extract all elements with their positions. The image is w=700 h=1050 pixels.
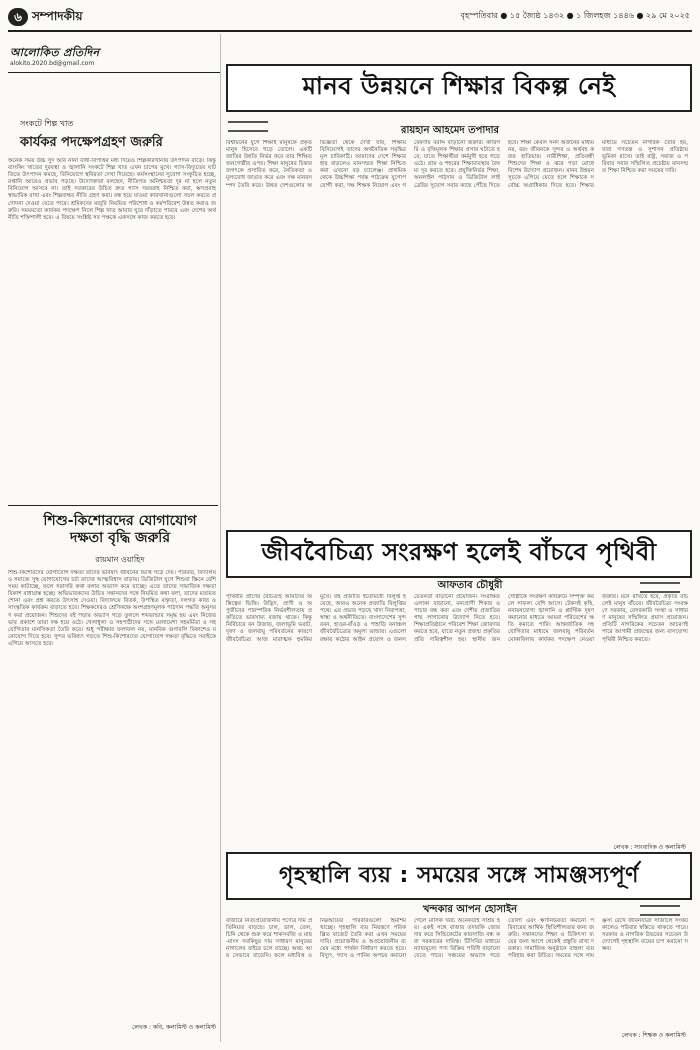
section-title: সম্পাদকীয় [32,9,83,23]
dateline: বৃহস্পতিবার ● ১৫ জ্যৈষ্ঠ ১৪৩২ ● ১ জিলহজ ১৪৪৬ ● ২৯ মে ২০২৫ [460,11,690,20]
lower-side-title: শিশু-কিশোরদের যোগাযোগ দক্ষতা বৃদ্ধি জরুরি [43,513,197,546]
masthead-email[interactable]: alokito.2020.bd@gmail.com [10,60,95,67]
article-3-headline: গৃহস্থালি ব্যয় : সময়ের সঙ্গে সামঞ্জস্যপূর্ণ [226,852,692,900]
editorial-body: অনেক সময় উচ্চ সুদ আর নানা বাধা-বিপত্তির মধ্য দিয়েও শিল্পকারখানায় উৎপাদন বাড়ে। কিন্তু ব্যাংকিং খাতের দুরবস্থা ও জ্বালানি সংকটে শিল্প খাত এখন চাপের মুখে। গ্যাস-বিদ্যুতের ঘাটতিতে উৎপাদন কমছে, বিনিয়োগে স্থবিরতা দেখা দিয়েছে। কর্মসংস্থানের সুযোগ সংকুচিত হচ্ছে, রপ্তানি আয়েও প্রভাব পড়ছে। উদ্যোক্তারা বলছেন, নীতিগত অনিশ্চয়তা দূর না হলে নতুন বিনিয়োগ আসবে না। তাই সরকারের উচিত দ্রুত গ্যাস সরবরাহ নিশ্চিত করা, ঋণপ্রবাহ স্বাভাবিক রাখা এবং শিল্পবান্ধব নীতি গ্রহণ করা। বন্ধ হয়ে যাওয়া কারখানাগুলো সচল করতে প্রণোদনা দেওয়া যেতে পারে। শ্রমিকদের মজুরি নিয়মিত পরিশোধ ও কর্মপরিবেশ উন্নত করাও জরুরি। সময়মতো কার্যকর পদক্ষেপ নিলে শিল্প খাত আবার ঘুরে দাঁড়াতে পারবে এবং দেশের অর্থনীতি শক্তিশালী হবে। এ বিষয়ে সংশ্লিষ্ট সব পক্ষকে একসঙ্গে কাজ করতে হবে। [8,158,216,221]
side-divider [8,505,218,506]
article-2-writer: লেখক : সাংবাদিক ও কলামিস্ট [613,844,686,851]
editorial-title: কার্যকর পদক্ষেপগ্রহণ জরুরি [20,135,163,150]
article-2-author: আফতাব চৌধুরী [437,580,503,591]
article-3-author: খন্দকার আপন হোসাইন [422,904,518,915]
main-column-divider [220,34,221,1042]
article-1-quote-mark [228,114,268,138]
masthead-rule [8,72,220,73]
masthead-logo: আলোকিত প্রতিদিন [10,46,100,59]
article-1-headline: মানব উন্নয়নে শিক্ষার বিকল্প নেই [226,64,692,112]
article-1-body: বিশ্বায়নের যুগে শিক্ষাই মানুষকে প্রকৃত মানুষ হিসেবে গড়ে তোলে। একটি জাতির উন্নতি নির্ভর করে তার শিক্ষিত জনগোষ্ঠীর ওপর। শিক্ষা মানুষের চিন্তার জগৎকে প্রসারিত করে, নৈতিকতা ও মূল্যবোধ জাগ্রত করে এবং দক্ষ মানবসম্পদ তৈরি করে। উন্নত দেশগুলোর অভিজ্ঞতা থেকে দেখা যায়, শিক্ষায় বিনিয়োগই তাদের অর্থনৈতিক সমৃদ্ধির মূল চাবিকাঠি। আমাদের দেশে শিক্ষার হার বাড়লেও মানসম্মত শিক্ষা নিশ্চিত করা এখনো বড় চ্যালেঞ্জ। প্রাথমিক থেকে উচ্চশিক্ষা পর্যন্ত পাঠ্যক্রম যুগোপযোগী করা, দক্ষ শিক্ষক নিয়োগ এবং গবেষণায় বরাদ্দ বাড়ানো জরুরি। কারিগরি ও বৃত্তিমূলক শিক্ষার প্রসার ঘটাতে হবে, যাতে শিক্ষার্থীরা কর্মমুখী হয়ে গড়ে ওঠে। গ্রাম ও শহরের শিক্ষাব্যবস্থার বৈষম্য দূর করতে হবে। প্রযুক্তিনির্ভর শিক্ষা, অনলাইন পাঠদান ও ডিজিটাল লাইব্রেরির সুযোগ সবার কাছে পৌঁছে দিতে হবে। শিক্ষা কেবল সনদ অর্জনের মাধ্যম নয়, বরং জীবনকে সুন্দর ও অর্থবহ করার হাতিয়ার। নারীশিক্ষা, প্রতিবন্ধী শিশুদের শিক্ষা ও ঝরে পড়া রোধে বিশেষ উদ্যোগ প্রয়োজন। মানব উন্নয়ন সূচকে এগিয়ে যেতে হলে শিক্ষাকে সর্বোচ্চ অগ্রাধিকার দিতে হবে। শিক্ষার মাধ্যমে সচেতন নাগরিক তৈরি হয়, যারা গণতন্ত্র ও সুশাসন প্রতিষ্ঠায় ভূমিকা রাখে। তাই রাষ্ট্র, সমাজ ও পরিবার সবার সম্মিলিত প্রচেষ্টায় মানসম্মত শিক্ষা নিশ্চিত করা সময়ের দাবি। [226,140,688,189]
page-number: ৬ [8,8,28,26]
article-1-author: রায়হান আহমেদ তপাদার [401,125,499,136]
header-rule [8,30,692,32]
article-3-body: বাজারে নিত্যপ্রয়োজনীয় পণ্যের দাম প্রতিনিয়ত বাড়ছে। চাল, ডাল, তেল, চিনি থেকে শুরু করে শাকসবজি ও মাছ-মাংস সবকিছুর দাম সাধারণ মানুষের নাগালের বাইরে চলে যাচ্ছে। অথচ আয় সেভাবে বাড়েনি। ফলে মধ্যবিত্ত ও নিম্নআয়ের পরিবারগুলো হিমশিম খাচ্ছে। গৃহস্থালি ব্যয় নিয়ন্ত্রণে পরিকল্পিত বাজেট তৈরি করা এখন সময়ের দাবি। প্রয়োজনীয় ও অপ্রয়োজনীয় ব্যয়ের মধ্যে পার্থক্য নির্ধারণ করতে হবে। বিদ্যুৎ, গ্যাস ও পানির অপচয় কমানো গেলে মাসিক খরচ অনেকটাই সাশ্রয় হয়। একই সঙ্গে বাজার তদারকি জোরদার করে সিন্ডিকেটের কারসাজি বন্ধ করা সরকারের দায়িত্ব। টিসিবির মাধ্যমে ন্যায্যমূল্যে পণ্য বিক্রির পরিধি বাড়ানো যেতে পারে। সঞ্চয়ের অভ্যাস গড়ে তোলা এবং ঋণনির্ভরতা কমানো পরিবারের আর্থিক স্থিতিশীলতার জন্য জরুরি। সন্তানদের শিক্ষা ও চিকিৎসা ব্যয়ের জন্য আগে থেকেই প্রস্তুতি রাখা দরকার। সামাজিক অনুষ্ঠানে বাহুল্য ব্যয় পরিহার করা উচিত। সময়ের সঙ্গে সামঞ্জস্য রেখে জীবনযাত্রা সাজালে সংকটকালেও পরিবার স্বস্তিতে থাকতে পারে। সরকার ও নাগরিক উভয়ের সচেতন উদ্যোগেই গৃহস্থালি ব্যয়ের চাপ কমানো সম্ভব। [226,918,688,960]
editorial-kicker: সংকটে শিল্প খাত [20,119,74,128]
lower-side-body: শিশু-কিশোরদের যোগাযোগ দক্ষতা তাদের ভবিষ্যৎ জীবনের ভিত্তি গড়ে দেয়। পরিবার, বিদ্যালয় ও সমাজে সুস্থ যোগাযোগের চর্চা তাদের আত্মবিশ্বাস বাড়ায়। ডিজিটাল যুগে শিশুরা স্ক্রিনে বেশি সময় কাটাচ্ছে, ফলে সরাসরি কথা বলার অভ্যাস কমে যাচ্ছে। এতে তাদের সামাজিক দক্ষতা বিকাশ বাধাগ্রস্ত হচ্ছে। অভিভাবকদের উচিত সন্তানদের সঙ্গে নিয়মিত কথা বলা, তাদের মতামত শোনা এবং প্রশ্ন করতে উৎসাহ দেওয়া। বিদ্যালয়ে বিতর্ক, উপস্থিত বক্তৃতা, দলগত কাজ ও সাংস্কৃতিক কার্যক্রম বাড়াতে হবে। শিক্ষকদেরও শ্রেণিকক্ষে অংশগ্রহণমূলক পাঠদান পদ্ধতি অনুসরণ করা প্রয়োজন। শিশুদের বই পড়ার অভ্যাস গড়ে তুললে শব্দভান্ডার সমৃদ্ধ হয় এবং নিজের ভাব প্রকাশে তারা দক্ষ হয়ে ওঠে। খেলাধুলা ও সহপাঠীদের সঙ্গে মেলামেশা সহমর্মিতা ও সহযোগিতার মানসিকতা তৈরি করে। শুধু পরীক্ষার ফলাফল নয়, মানবিক গুণাবলি বিকাশেও মনোযোগ দিতে হবে। সুন্দর ভবিষ্যৎ গড়তে শিশু-কিশোরদের যোগাযোগ দক্ষতা বৃদ্ধিতে সবাইকে এগিয়ে আসতে হবে। [8,570,216,647]
lower-side-author: রায়মান ওয়াহিদ [95,555,145,564]
article-2-headline: জীববৈচিত্র্য সংরক্ষণ হলেই বাঁচবে পৃথিবী [226,530,692,578]
article-2-body: পৃথিবীর প্রাণের বৈচিত্র্যই আমাদের অস্তিত্বের ভিত্তি। উদ্ভিদ, প্রাণী ও অণুজীবের পারস্পরিক নির্ভরশীলতায় প্রকৃতিতে ভারসাম্য বজায় থাকে। কিন্তু নির্বিচারে বন উজাড়, জলাভূমি ভরাট, দূষণ ও জলবায়ু পরিবর্তনের কারণে জীববৈচিত্র্য আজ মারাত্মক হুমকির মুখে। বহু প্রজাতি ইতোমধ্যে বিলুপ্ত হয়েছে, আরও অনেক প্রজাতি বিলুপ্তির পথে। এর প্রভাব পড়ছে খাদ্য নিরাপত্তা, স্বাস্থ্য ও অর্থনীতিতে। বাংলাদেশের সুন্দরবন, হাওর-বাঁওড় ও পাহাড়ি বনাঞ্চল জীববৈচিত্র্যের অমূল্য ভান্ডার। এগুলো রক্ষায় কঠোর আইন প্রয়োগ ও জনসচেতনতা বাড়ানো প্রয়োজন। সংরক্ষিত এলাকা বাড়ানো, বন্যপ্রাণী শিকার ও পাচার বন্ধ করা এবং দেশীয় প্রজাতির গাছ লাগানোর উদ্যোগ নিতে হবে। শিক্ষাপ্রতিষ্ঠানে পরিবেশ শিক্ষা জোরদার করতে হবে, যাতে নতুন প্রজন্ম প্রকৃতির প্রতি দায়িত্বশীল হয়। স্থানীয় জনগোষ্ঠীকে সংরক্ষণ কার্যক্রমে সম্পৃক্ত করলে সাফল্য বেশি আসে। টেকসই কৃষি, নবায়নযোগ্য জ্বালানি ও প্লাস্টিক দূষণ কমানোর মাধ্যমে আমরা পরিবেশের ক্ষতি কমাতে পারি। আন্তর্জাতিক সহযোগিতার মাধ্যমে জলবায়ু পরিবর্তন মোকাবিলায় কার্যকর পদক্ষেপ নেওয়া জরুরি। মনে রাখতে হবে, প্রকৃতি বাঁচলেই মানুষ বাঁচবে। জীববৈচিত্র্য সংরক্ষণে সরকার, বেসরকারি সংস্থা ও সাধারণ মানুষের সম্মিলিত প্রয়াস প্রয়োজন। প্রতিটি নাগরিকের সচেতন আচরণই পারে আগামী প্রজন্মের জন্য বাসযোগ্য পৃথিবী নিশ্চিত করতে। [226,594,688,643]
lower-side-writer: লেখক : কবি, কলামিস্ট ও কলামিস্ট [132,1024,216,1031]
article-3-writer: লেখক : শিক্ষক ও কলামিস্ট [621,1032,686,1039]
